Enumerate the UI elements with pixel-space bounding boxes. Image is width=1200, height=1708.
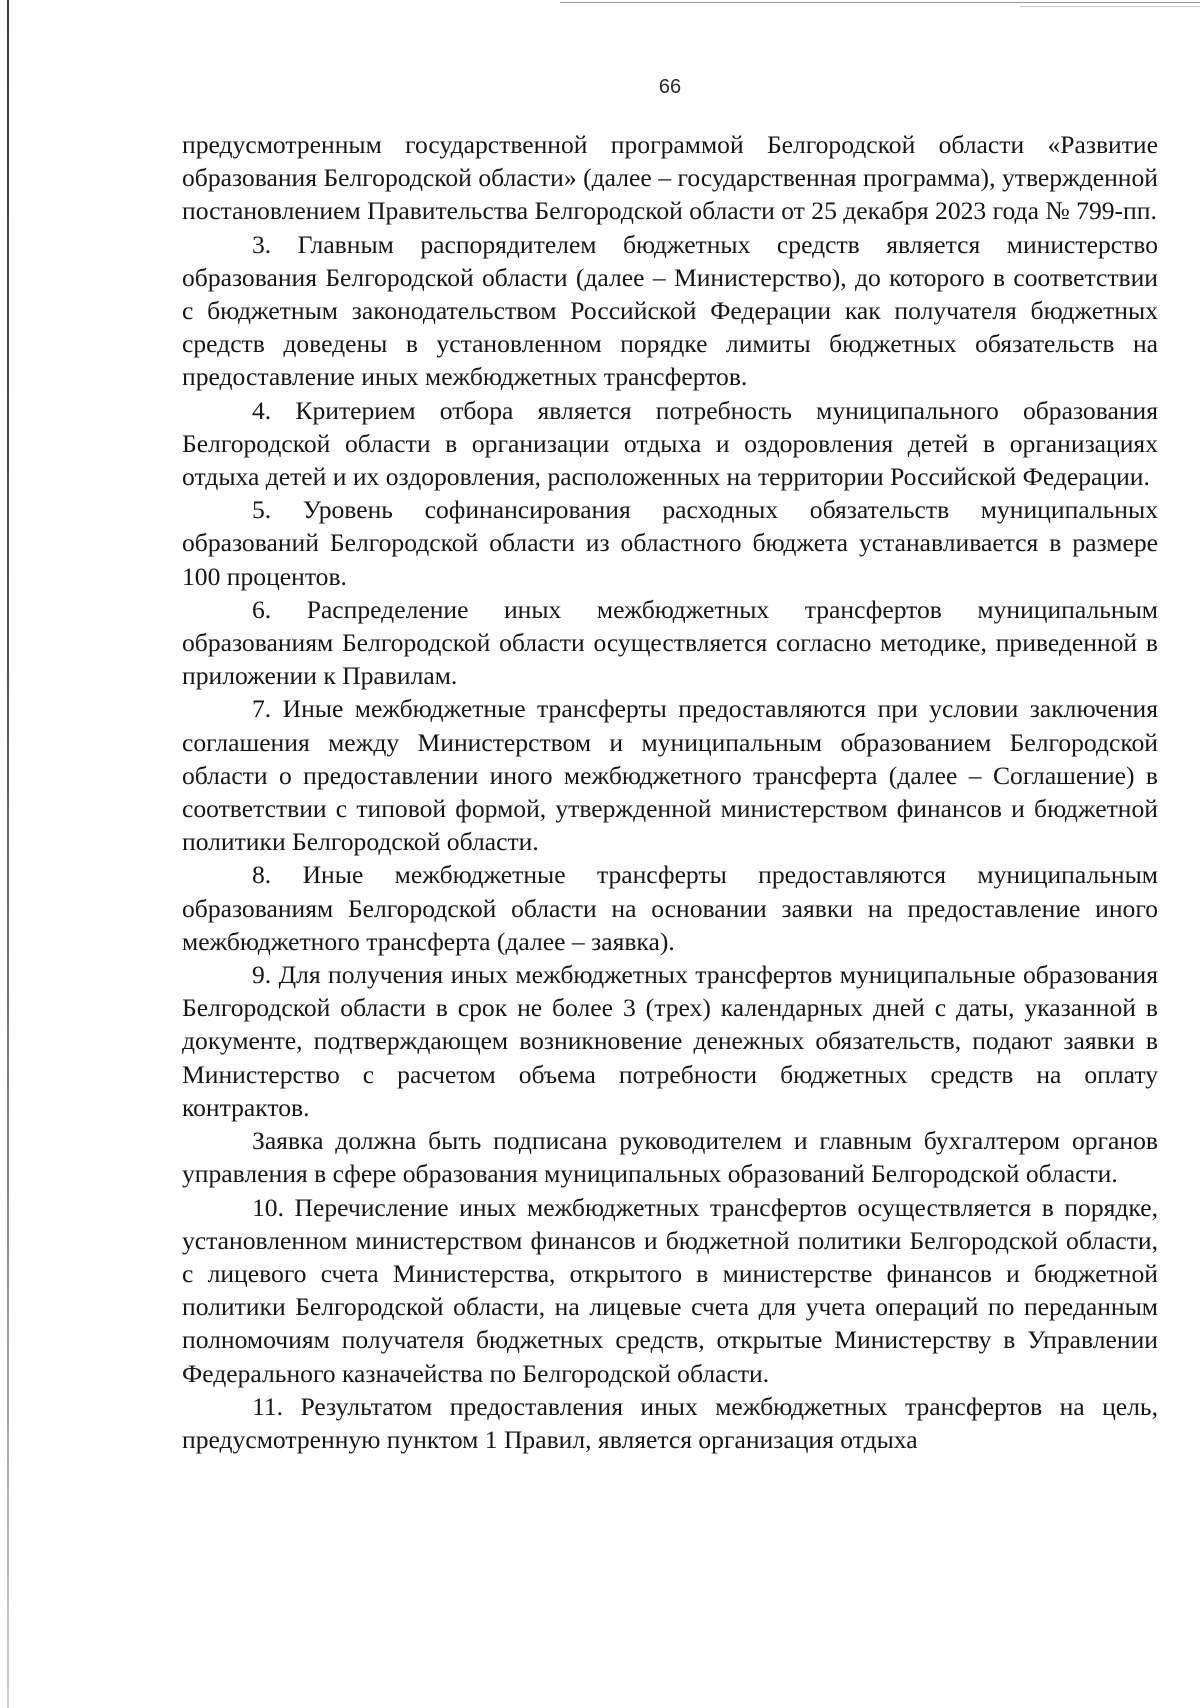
paragraph-item-7: 7. Иные межбюджетные трансферты предоставляются при условии заключения соглашения между Министерством и муниципальным образованием Белгородской области о предоставлении иного межбюджетного трансферта (далее – Соглашение) в соответствии с типовой формой, утвержденной министерством финансов и бюджетной политики Белгородской области. [182, 694, 1158, 857]
paragraph-item-10: 10. Перечисление иных межбюджетных трансфертов осуществляется в порядке, установленном министерством финансов и бюджетной политики Белгородской области, с лицевого счета Министерства, открытого в министерстве финансов и бюджетной политики Белгородской области, на лицевые счета для учета операций по переданным полномочиям получателя бюджетных средств, открытые Министерству в Управлении Федерального казначейства по Белгородской области. [182, 1192, 1158, 1388]
paragraph-item-3: 3. Главным распорядителем бюджетных средств является министерство образования Белгородской области (далее – Министерство), до которого в соответствии с бюджетным законодательством Российской Федерации как получателя бюджетных средств доведены в установленном порядке лимиты бюджетных обязательств на предоставление иных межбюджетных трансфертов. [182, 229, 1158, 392]
paragraph-item-6: 6. Распределение иных межбюджетных трансфертов муниципальным образованиям Белгородской области осуществляется согласно методике, приведенной в приложении к Правилам. [182, 594, 1158, 691]
document-body [182, 128, 1158, 1456]
paragraph-item-11: 11. Результатом предоставления иных межбюджетных трансфертов на цель, предусмотренную пунктом 1 Правил, является организация отдыха [182, 1391, 1158, 1454]
scan-top-edge [560, 2, 1200, 3]
page-number: 66 [658, 76, 682, 98]
scan-left-edge [7, 0, 9, 1708]
paragraph-item-4: 4. Критерием отбора является потребность муниципального образования Белгородской области в организации отдыха и оздоровления детей в организациях отдыха детей и их оздоровления, расположенных на территории Российской Федерации. [182, 395, 1158, 492]
scan-top-edge-secondary [1020, 6, 1200, 7]
paragraph-item-8: 8. Иные межбюджетные трансферты предоставляются муниципальным образованиям Белгородской области на основании заявки на предоставление иного межбюджетного трансферта (далее – заявка). [182, 860, 1158, 956]
paragraph-item-9: 9. Для получения иных межбюджетных трансфертов муниципальные образования Белгородской области в срок не более 3 (трех) календарных дней с даты, указанной в документе, подтверждающем возникновение денежных обязательств, подают заявки в Министерство с расчетом объема потребности бюджетных средств на оплату контрактов. [182, 960, 1158, 1122]
paragraph-item-5: 5. Уровень софинансирования расходных обязательств муниципальных образований Белгородской области из областного бюджета устанавливается в размере 100 процентов. [182, 495, 1158, 591]
paragraph-item-9-application: Заявка должна быть подписана руководителем и главным бухгалтером органов управления в сфере образования муниципальных образований Белгородской области. [182, 1126, 1158, 1189]
paragraph-continuation: предусмотренным государственной программой Белгородской области «Развитие образования Белгородской области» (далее – государственная программа), утвержденной постановлением Правительства Белгородской области от 25 декабря 2023 года № 799-пп. [182, 130, 1158, 226]
